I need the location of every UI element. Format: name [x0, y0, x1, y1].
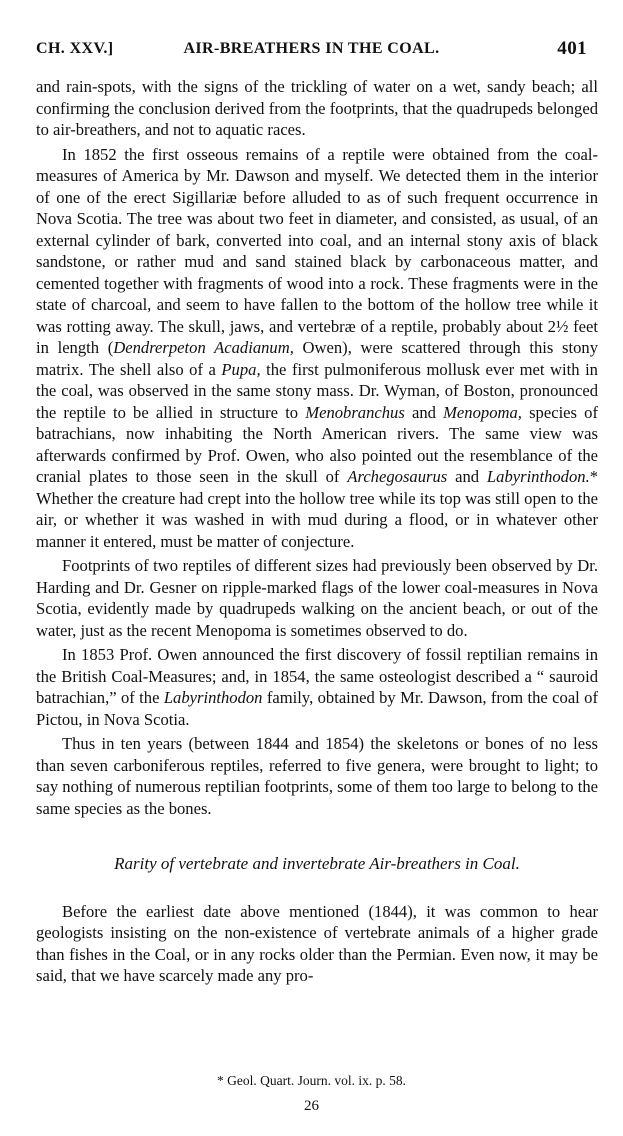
text-run: In 1852 the first osseous remains of a reptile were obtained from the coal-measures of America by Mr. Dawson and myself. We detected them in the interior of one of the erect Sigillariæ before alluded to as of such frequent occurrence in Nova Scotia. The tree was about two feet in diameter, and consisted, as usual, of an external cylinder of bark, converted into coal, and an internal stony axis of black sandstone, or rather mud and sand stained black by carbonaceous matter, and cemented together with fragments of wood into a rock. These fragments were in the state of charcoal, and seem to have fallen to the bottom of the hollow tree while it was rotting away. The skull, jaws, and vertebræ of a reptile, probably about 2½ feet in length ( — [36, 144, 598, 357]
running-title: AIR-BREATHERS IN THE COAL. — [183, 40, 440, 57]
chapter-label: CH. XXV.] — [36, 40, 114, 57]
genus-name: Menobranchus — [305, 402, 405, 422]
text-run: * Whether the creature had crept into the hollow tree while its top was still open to the air, or whether it was washed in with mud during a flood, or in whatever other manner it entered, must be matter of conjecture. — [36, 467, 599, 551]
text-run: and — [447, 467, 487, 486]
text-run: Owen), were scattered through this stony matrix. The shell also of a — [36, 338, 598, 379]
species-name: Dendrerpeton Acadianum, — [113, 338, 294, 357]
paragraph-continued: and rain-spots, with the signs of the trickling of water on a wet, sandy beach; all confirming the conclusion derived from the footprints, that the quadrupeds belonged to air-breathers, and not to aquatic races. — [36, 77, 598, 139]
paragraph-footprints: Footprints of two reptiles of different sizes had previously been observed by Dr. Harding and Dr. Gesner on ripple-marked flags of the lower coal-measures in Nova Scotia, evidently made by quadrupeds walking on the ancient beach, or out of the water, just as the recent Menopoma is sometimes observed to do. — [36, 556, 598, 640]
text-run: species of batrachians, now inhabiting the North American rivers. The same view was afterwards confirmed by Prof. Owen, who also pointed out the resemblance of the cranial plates to those seen in the skull of — [36, 402, 598, 486]
text-run: In 1853 Prof. Owen announced the first discovery of fossil reptilian remains in the British Coal-Measures; and, in 1854, the same osteologist described a “ sauroid batrachian,” of the — [36, 645, 598, 707]
paragraph-1853-owen — [36, 644, 598, 730]
genus-name: Pupa, — [221, 359, 261, 379]
genus-name: Menopoma, — [443, 402, 522, 422]
footnote: * Geol. Quart. Journ. vol. ix. p. 58. — [217, 1073, 406, 1088]
page-header — [36, 38, 587, 66]
genus-name: Labyrinthodon. — [486, 467, 590, 486]
text-run: the first pulmoniferous mollusk ever met with in the coal, was observed in the same stony mass. Dr. Wyman, of Boston, pronounced the reptile to be allied in structure to — [36, 359, 598, 422]
paragraph-1852-reptile — [36, 144, 598, 553]
signature-mark: 26 — [304, 1098, 319, 1114]
paragraph-ten-years: Thus in ten years (between 1844 and 1854) the skeletons or bones of no less than seven carboniferous reptiles, referred to five genera, were brought to light; to say nothing of numerous reptilian footprints, some of them too large to belong to the same species as the bones. — [36, 734, 598, 818]
genus-name: Labyrinthodon — [163, 688, 263, 707]
section-heading: Rarity of vertebrate and invertebrate Air-breathers in Coal. — [114, 854, 520, 873]
genus-name: Archegosaurus — [347, 467, 448, 486]
paragraph-earliest-date: Before the earliest date above mentioned (1844), it was common to hear geologists insisting on the non-existence of vertebrate animals of a higher grade than fishes in the Coal, or in any rocks older than the Permian. Even now, it may be said, that we have scarcely made any pro- — [36, 901, 598, 985]
page-number: 401 — [557, 38, 587, 59]
text-run: family, obtained by Mr. Dawson, from the coal of Pictou, in Nova Scotia. — [36, 688, 598, 729]
text-run: and — [404, 402, 444, 422]
body-text — [36, 76, 598, 987]
